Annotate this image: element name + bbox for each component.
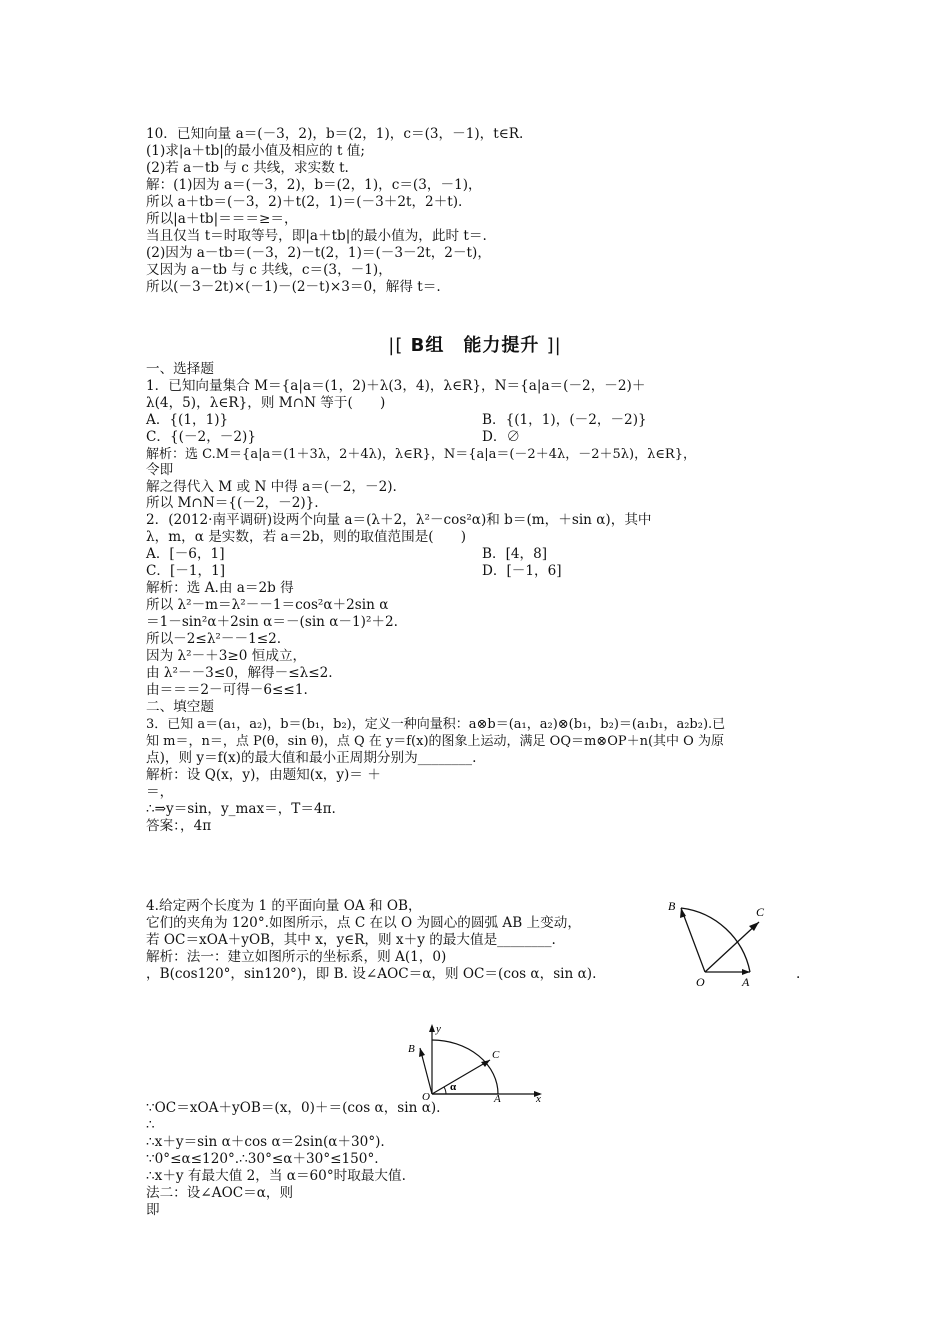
arrow-b-2 [419,1048,425,1057]
heading-bracket-right: ]| [546,335,562,356]
q4-after-4: ∵0°≤α≤120°.∴30°≤α＋30°≤150°. [146,1151,379,1167]
q10-line-9: 又因为 a－tb 与 c 共线，c＝(3，－1)， [146,262,392,278]
q1-option-b: B．{(1，1)，(－2，－2)} [482,412,647,428]
vector-oc [705,922,759,972]
label-a-2: A [494,1093,501,1102]
label-y: y [436,1023,441,1035]
label-alpha: α [450,1081,457,1093]
q2-solution-4: 所以－2≤λ²－－1≤2. [146,631,282,647]
label-o-2: O [422,1091,430,1102]
arc-vector-figure [660,896,790,988]
q1-solution-3: 解之得代入 M 或 N 中得 a＝(－2，－2). [146,479,397,495]
q4-line-2: 它们的夹角为 120°.如图所示，点 C 在以 O 为圆心的圆弧 AB 上变动， [146,915,581,931]
q4-after-5: ∴x＋y 有最大值 2，当 α＝60°时取最大值. [146,1168,406,1184]
q4-after-7: 即 [146,1202,160,1218]
label-c: C [756,905,765,919]
q2-solution-6: 由 λ²－－3≤0，解得－≤λ≤2. [146,665,333,681]
label-x: x [536,1093,541,1102]
q1-stem-2: λ(4，5)，λ∈R}，则 M∩N 等于( ) [146,395,386,411]
q1-solution-2: 令即 [146,462,174,478]
q2-option-c: C．[－1，1] [146,563,226,579]
q3-line-5: ＝， [146,784,174,800]
q4-after-3: ∴x＋y＝sin α＋cos α＝2sin(α＋30°). [146,1134,385,1150]
q10-line-10: 所以(－3－2t)×(－1)－(2－t)×3＝0，解得 t＝. [146,279,441,295]
q1-solution-1: 解析：选 C.M＝{a|a＝(1＋3λ，2＋4λ)，λ∈R}，N＝{a|a＝(－2＋4λ，－2＋5λ)，λ∈R}， [146,447,696,462]
q3-line-2: 知 m＝，n＝，点 P(θ，sin θ)，点 Q 在 y＝f(x)的图象上运动，满足 OQ＝m⊗OP＋n(其中 O 为原 [146,734,724,749]
q3-line-4: 解析：设 Q(x，y)，由题知(x，y)＝ ＋ [146,767,381,783]
q10-line-6: 所以|a＋tb|＝＝＝≥＝， [146,211,298,227]
q2-solution-2: 所以 λ²－m＝λ²－－1＝cos²α＋2sin α [146,597,389,613]
q2-stem-1: 2．(2012·南平调研)设两个向量 a＝(λ＋2，λ²－cos²α)和 b＝(m，＋sin α)，其中 [146,512,652,528]
section-choice: 一、选择题 [146,361,214,377]
group-b-heading [0,331,950,357]
q3-answer: 答案：，4π [146,818,212,834]
q4-line-5: ，B(cos120°，sin120°)，即 B. 设∠AOC＝α，则 OC＝(cos α，sin α). [146,966,597,982]
arc-ab-2 [432,1040,498,1094]
label-o: O [696,975,705,988]
q2-stem-2: λ，m，α 是实数，若 a＝2b，则的取值范围是( ) [146,529,467,545]
q10-line-3: (2)若 a－tb 与 c 共线，求实数 t. [146,160,349,176]
arrow-b [680,908,686,918]
y-axis-arrow [429,1024,435,1032]
q3-line-1: 3．已知 a＝(a₁，a₂)，b＝(b₁，b₂)，定义一种向量积：a⊗b＝(a₁，a₂)⊗(b₁，b₂)＝(a₁b₁，a₂b₂).已 [146,717,726,732]
q2-option-d: D．[－1，6] [482,563,562,579]
heading-text: B组 能力提升 [410,335,540,356]
q4-after-6: 法二：设∠AOC＝α，则 [146,1185,294,1201]
vector-ob [681,908,705,972]
q2-solution-1: 解析：选 A.由 a＝2b 得 [146,580,294,596]
q4-line-1: 4.给定两个长度为 1 的平面向量 OA 和 OB， [146,898,422,914]
q2-solution-3: ＝1－sin²α＋2sin α＝－(sin α－1)²＋2. [146,614,398,630]
trailing-dot: . [796,966,801,982]
q10-line-1: 10．已知向量 a＝(－3，2)，b＝(2，1)，c＝(3，－1)，t∈R. [146,126,524,142]
q1-solution-4: 所以 M∩N＝{(－2，－2)}. [146,495,319,511]
q2-solution-5: 因为 λ²－＋3≥0 恒成立， [146,648,307,664]
q4-after-2: ∴ [146,1117,155,1133]
label-b-2: B [408,1043,415,1055]
q1-option-a: A．{(1，1)} [146,412,229,428]
q2-option-a: A．[－6，1] [146,546,225,562]
q2-solution-7: 由＝＝＝2－可得－6≤≤1. [146,682,308,698]
q3-line-3: 点)，则 y＝f(x)的最大值和最小正周期分别为________. [146,750,477,766]
q4-line-3: 若 OC＝xOA＋yOB，其中 x，y∈R，则 x＋y 的最大值是________. [146,932,556,948]
q1-option-d: D．∅ [482,429,521,445]
heading-bracket-left: |[ [388,335,404,356]
q1-stem-1: 1．已知向量集合 M＝{a|a＝(1，2)＋λ(3，4)，λ∈R}，N＝{a|a＝(－2，－2)＋ [146,378,646,394]
vector-oc-2 [432,1060,490,1094]
q10-line-7: 当且仅当 t＝时取等号，即|a＋tb|的最小值为，此时 t＝. [146,228,487,244]
q10-line-5: 所以 a＋tb＝(－3，2)＋t(2，1)＝(－3＋2t，2＋t). [146,194,463,210]
q10-line-2: (1)求|a＋tb|的最小值及相应的 t 值; [146,143,365,159]
q1-option-c: C．{(－2，－2)} [146,429,256,445]
q3-line-6: ∴⇒y＝sin，y_max＝，T＝4π. [146,801,336,817]
q10-line-4: 解：(1)因为 a＝(－3，2)，b＝(2，1)，c＝(3，－1)， [146,177,482,193]
label-a: A [742,975,750,988]
q4-after-1: ∵OC＝xOA＋yOB＝(x，0)＋＝(cos α，sin α). [146,1100,441,1116]
q4-line-4: 解析：法一：建立如图所示的坐标系，则 A(1，0) [146,949,447,965]
coordinate-figure [400,1022,550,1102]
angle-arc [444,1087,446,1094]
label-c-2: C [492,1049,500,1061]
q10-line-8: (2)因为 a－tb＝(－3，2)－t(2，1)＝(－3－2t，2－t)， [146,245,491,261]
label-b: B [668,899,676,913]
q2-option-b: B．[4，8] [482,546,548,562]
section-fill: 二、填空题 [146,699,214,715]
